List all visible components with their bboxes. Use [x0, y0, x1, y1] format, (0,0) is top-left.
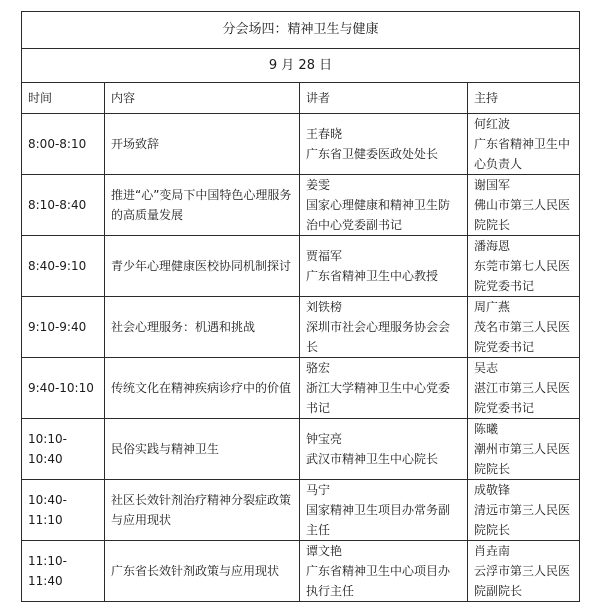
- host-title: 云浮市第三人民医院副院长: [474, 564, 571, 598]
- time-cell: 10:10-10:40: [22, 419, 105, 480]
- speaker-name: 谭文艳: [306, 544, 343, 558]
- speaker-cell: [300, 541, 468, 602]
- host-title: 广东省精神卫生中心负责人: [474, 137, 571, 171]
- host-name: 谢国军: [474, 178, 511, 192]
- speaker-cell: [300, 114, 468, 175]
- table-row: [22, 358, 580, 419]
- table-row: [22, 236, 580, 297]
- host-title: 湛江市第三人民医院党委书记: [474, 381, 571, 415]
- speaker-title: 广东省精神卫生中心教授: [306, 269, 439, 283]
- host-title: 清远市第三人民医院院长: [474, 503, 571, 537]
- speaker-cell: [300, 358, 468, 419]
- speaker-title: 浙江大学精神卫生中心党委书记: [306, 381, 451, 415]
- host-cell: [468, 175, 580, 236]
- host-name: 肖垚南: [474, 544, 511, 558]
- speaker-title: 深圳市社会心理服务协会会长: [306, 320, 451, 354]
- host-title: 东莞市第七人民医院党委书记: [474, 259, 571, 293]
- time-cell: 8:00-8:10: [22, 114, 105, 175]
- speaker-title: 国家精神卫生项目办常务副主任: [306, 503, 451, 537]
- host-name: 陈曦: [474, 422, 499, 436]
- host-title: 茂名市第三人民医院党委书记: [474, 320, 571, 354]
- speaker-name: 钟宝亮: [306, 432, 343, 446]
- header-content: 内容: [105, 83, 300, 114]
- host-title: 佛山市第三人民医院院长: [474, 198, 571, 232]
- schedule-table: [21, 11, 580, 602]
- speaker-name: 贾福军: [306, 249, 343, 263]
- time-cell: 8:40-9:10: [22, 236, 105, 297]
- content-cell: 民俗实践与精神卫生: [105, 419, 300, 480]
- host-title: 潮州市第三人民医院院长: [474, 442, 571, 476]
- speaker-title: 广东省精神卫生中心项目办执行主任: [306, 564, 451, 598]
- session-title: 分会场四：精神卫生与健康: [22, 12, 580, 49]
- host-name: 潘海恩: [474, 239, 511, 253]
- host-cell: [468, 358, 580, 419]
- speaker-title: 武汉市精神卫生中心院长: [306, 452, 439, 466]
- speaker-name: 骆宏: [306, 361, 331, 375]
- speaker-cell: [300, 480, 468, 541]
- host-name: 何红波: [474, 117, 511, 131]
- host-name: 吴志: [474, 361, 499, 375]
- table-row: [22, 480, 580, 541]
- host-cell: [468, 236, 580, 297]
- content-cell: 广东省长效针剂政策与应用现状: [105, 541, 300, 602]
- host-cell: [468, 419, 580, 480]
- speaker-title: 广东省卫健委医政处处长: [306, 147, 439, 161]
- table-row: [22, 541, 580, 602]
- time-cell: 8:10-8:40: [22, 175, 105, 236]
- host-name: 周广燕: [474, 300, 511, 314]
- time-cell: 9:10-9:40: [22, 297, 105, 358]
- speaker-cell: [300, 236, 468, 297]
- time-cell: 11:10-11:40: [22, 541, 105, 602]
- content-cell: 青少年心理健康医校协同机制探讨: [105, 236, 300, 297]
- content-cell: 社会心理服务：机遇和挑战: [105, 297, 300, 358]
- host-cell: [468, 297, 580, 358]
- speaker-name: 刘铁榜: [306, 300, 343, 314]
- speaker-name: 姜雯: [306, 178, 331, 192]
- host-cell: [468, 541, 580, 602]
- speaker-cell: [300, 175, 468, 236]
- content-cell: 推进“心”变局下中国特色心理服务的高质量发展: [105, 175, 300, 236]
- speaker-name: 马宁: [306, 483, 331, 497]
- host-cell: [468, 114, 580, 175]
- table-row: [22, 297, 580, 358]
- header-speaker: 讲者: [300, 83, 468, 114]
- speaker-title: 国家心理健康和精神卫生防治中心党委副书记: [306, 198, 451, 232]
- header-time: 时间: [22, 83, 105, 114]
- time-cell: 9:40-10:10: [22, 358, 105, 419]
- header-host: 主持: [468, 83, 580, 114]
- table-row: [22, 175, 580, 236]
- table-row: [22, 419, 580, 480]
- speaker-cell: [300, 419, 468, 480]
- speaker-cell: [300, 297, 468, 358]
- content-cell: 开场致辞: [105, 114, 300, 175]
- time-cell: 10:40-11:10: [22, 480, 105, 541]
- table-row: [22, 114, 580, 175]
- content-cell: 传统文化在精神疾病诊疗中的价值: [105, 358, 300, 419]
- speaker-name: 王春晓: [306, 127, 343, 141]
- session-date: 9 月 28 日: [22, 49, 580, 83]
- host-cell: [468, 480, 580, 541]
- content-cell: 社区长效针剂治疗精神分裂症政策与应用现状: [105, 480, 300, 541]
- host-name: 成敬锋: [474, 483, 511, 497]
